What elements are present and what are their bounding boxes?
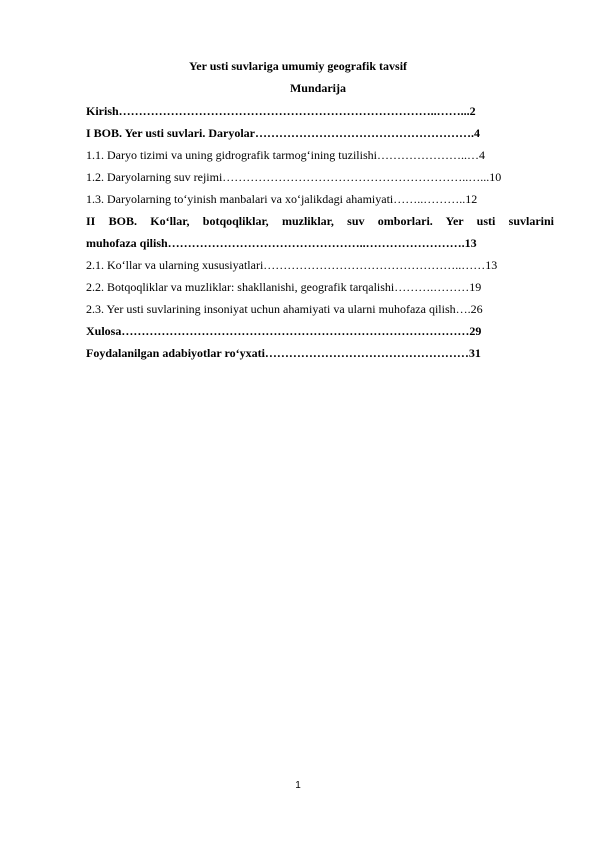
toc-entry-xulosa: Xulosa……………………………………………………………………………29 [86, 324, 482, 338]
toc-entry-chapter-2-line1: II BOB. Ko‘llar, botqoqliklar, muzliklar, suv omborlari. Yer usti suvlarini [86, 214, 554, 228]
toc-entry-2-2: 2.2. Botqoqliklar va muzliklar: shakllanishi, geografik tarqalishi……….………19 [86, 280, 482, 294]
toc-entry-chapter-2-line2: muhofaza qilish…………………………………………..…………………….13 [86, 236, 477, 250]
toc-entry-2-1: 2.1. Ko‘llar va ularning xususiyatlari…………………………………………..……13 [86, 258, 498, 272]
page-title: Yer usti suvlariga umumiy geografik tavsif [188, 59, 408, 73]
toc-entry-2-3: 2.3. Yer usti suvlarining insoniyat uchun ahamiyati va ularni muhofaza qilish….26 [86, 302, 483, 316]
toc-entry-bibliography: Foydalanilgan adabiyotlar ro‘yxati……………………………………………31 [86, 346, 481, 360]
toc-entry-chapter-1: I BOB. Yer usti suvlari. Daryolar……………………………………………….4 [86, 126, 481, 140]
toc-entry-1-2: 1.2. Daryolarning suv rejimi……………………………………………………..…...10 [86, 170, 502, 184]
toc-entry-kirish: Kirish……………………………………………………………………..……...2 [86, 104, 476, 118]
toc-entry-1-3: 1.3. Daryolarning to‘yinish manbalari va xo‘jalikdagi ahamiyati……..………..12 [86, 192, 478, 206]
toc-heading: Mundarija [289, 81, 346, 95]
table-of-contents [86, 104, 554, 368]
page-number: 1 [295, 780, 301, 791]
toc-entry-chapter-2 [86, 214, 554, 250]
toc-entry-1-1: 1.1. Daryo tizimi va uning gidrografik tarmog‘ining tuzilishi…………………..…4 [86, 148, 485, 162]
